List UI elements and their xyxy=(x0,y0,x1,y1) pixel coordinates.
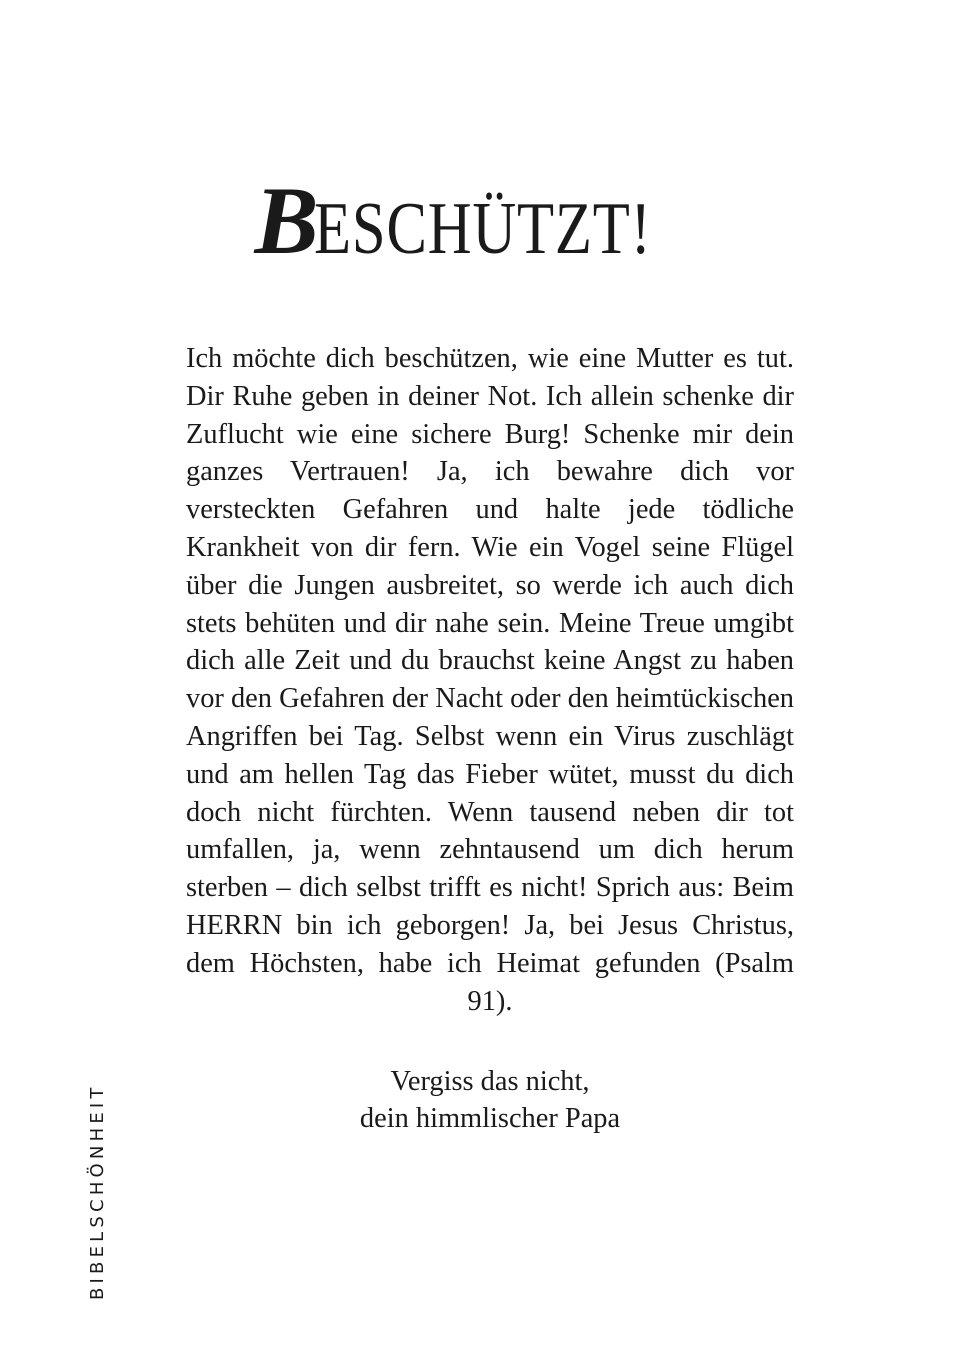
brand-label xyxy=(86,1040,110,1300)
verse-text: Ich möchte dich beschützen, wie eine Mutter es tut. Dir Ruhe geben in deiner Not. Ich allein schenke dir Zuflucht wie eine sichere Burg! Schenke mir dein ganzes Vertrauen! Ja, ich bewahre dich vor versteckten Gefahren und halte jede tödliche Krankheit von dir fern. Wie ein Vogel seine Flügel über die Jungen ausbreitet, so werde ich auch dich stets behüten und dir nahe sein. Meine Treue umgibt dich alle Zeit und du brauchst keine Angst zu haben vor den Gefahren der Nacht oder den heimtückischen Angriffen bei Tag. Selbst wenn ein Virus zuschlägt und am hellen Tag das Fieber wütet, musst du dich doch nicht fürchten. Wenn tausend neben dir tot umfallen, ja, wenn zehntausend um dich herum sterben – dich selbst trifft es nicht! Sprich aus: Beim HERRN bin ich geborgen! Ja, bei Jesus Christus, dem Höchsten, habe ich Heimat gefunden (Psalm 91). xyxy=(186,343,794,1017)
title-rest: ESCHÜTZT! xyxy=(313,188,652,270)
signoff-line-2: dein himmlischer Papa xyxy=(359,1103,621,1134)
signoff xyxy=(0,1063,980,1137)
brand-label-part-2: SCHÖNHEIT xyxy=(87,1083,108,1228)
brand-label-part-1: BIBEL xyxy=(87,1227,108,1300)
page-title xyxy=(0,168,980,274)
title-initial: B xyxy=(254,167,320,274)
signoff-line-1: Vergiss das nicht, xyxy=(390,1066,590,1097)
